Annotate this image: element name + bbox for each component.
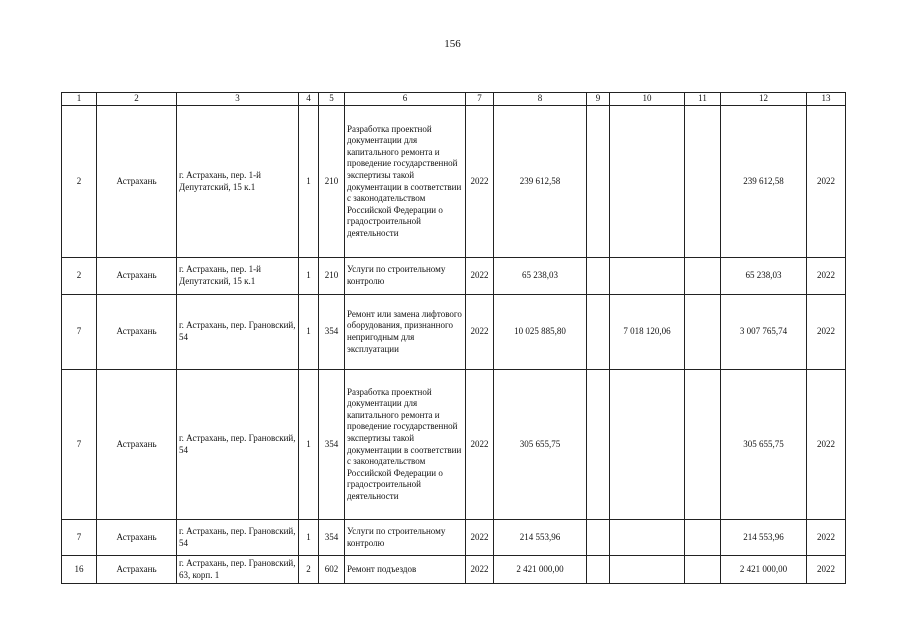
cell-col12: 2 421 000,00 (721, 556, 807, 584)
cell-municipality: Астрахань (97, 258, 177, 295)
cell-address: г. Астрахань, пер. Грановский, 54 (177, 520, 299, 556)
cell-work-type: Разработка проектной документации для капитального ремонта и проведение государственной экспертизы такой документации в соответствии с законодательством Российской Федерации о градостроительной деятельности (345, 106, 466, 258)
cell-year: 2022 (466, 556, 494, 584)
cell-col12: 305 655,75 (721, 370, 807, 520)
cell-col10 (610, 258, 685, 295)
cell-col13: 2022 (807, 556, 846, 584)
cell-col5: 354 (319, 295, 345, 370)
cell-col4: 1 (299, 370, 319, 520)
cell-municipality: Астрахань (97, 520, 177, 556)
cell-total-cost: 65 238,03 (494, 258, 587, 295)
cell-col10: 7 018 120,06 (610, 295, 685, 370)
cell-total-cost: 239 612,58 (494, 106, 587, 258)
cell-year: 2022 (466, 370, 494, 520)
cell-col10 (610, 556, 685, 584)
cell-number: 7 (62, 520, 97, 556)
table-row (62, 556, 846, 584)
col-header-4: 4 (299, 93, 319, 106)
cell-col13: 2022 (807, 520, 846, 556)
cell-address: г. Астрахань, пер. 1-й Депутатский, 15 к.1 (177, 106, 299, 258)
cell-work-type: Ремонт или замена лифтового оборудования, признанного непригодным для эксплуатации (345, 295, 466, 370)
cell-municipality: Астрахань (97, 295, 177, 370)
cell-col13: 2022 (807, 258, 846, 295)
cell-number: 7 (62, 295, 97, 370)
col-header-3: 3 (177, 93, 299, 106)
cell-col12: 65 238,03 (721, 258, 807, 295)
cell-total-cost: 214 553,96 (494, 520, 587, 556)
cell-year: 2022 (466, 106, 494, 258)
cell-col9 (587, 106, 610, 258)
page-number: 156 (444, 38, 461, 50)
col-header-9: 9 (587, 93, 610, 106)
col-header-2: 2 (97, 93, 177, 106)
cell-col11 (685, 370, 721, 520)
col-header-5: 5 (319, 93, 345, 106)
cell-col4: 1 (299, 295, 319, 370)
col-header-1: 1 (62, 93, 97, 106)
cell-col5: 354 (319, 520, 345, 556)
cell-address: г. Астрахань, пер. Грановский, 54 (177, 295, 299, 370)
col-header-6: 6 (345, 93, 466, 106)
cell-address: г. Астрахань, пер. Грановский, 63, корп. 1 (177, 556, 299, 584)
table-row (62, 106, 846, 258)
col-header-11: 11 (685, 93, 721, 106)
cell-col11 (685, 106, 721, 258)
cell-municipality: Астрахань (97, 556, 177, 584)
cell-col4: 2 (299, 556, 319, 584)
cell-year: 2022 (466, 258, 494, 295)
cell-total-cost: 10 025 885,80 (494, 295, 587, 370)
table-row (62, 258, 846, 295)
cell-number: 2 (62, 258, 97, 295)
cell-col9 (587, 520, 610, 556)
cell-col11 (685, 556, 721, 584)
cell-col10 (610, 370, 685, 520)
cell-col5: 210 (319, 106, 345, 258)
cell-col11 (685, 520, 721, 556)
cell-col11 (685, 258, 721, 295)
cell-col12: 239 612,58 (721, 106, 807, 258)
register-table (61, 92, 846, 584)
cell-col10 (610, 520, 685, 556)
cell-total-cost: 2 421 000,00 (494, 556, 587, 584)
cell-number: 16 (62, 556, 97, 584)
cell-number: 7 (62, 370, 97, 520)
cell-address: г. Астрахань, пер. 1-й Депутатский, 15 к.1 (177, 258, 299, 295)
col-header-13: 13 (807, 93, 846, 106)
cell-col4: 1 (299, 520, 319, 556)
cell-work-type: Разработка проектной документации для капитального ремонта и проведение государственной экспертизы такой документации в соответствии с законодательством Российской Федерации о градостроительной деятельности (345, 370, 466, 520)
cell-col13: 2022 (807, 370, 846, 520)
cell-col11 (685, 295, 721, 370)
cell-work-type: Услуги по строительному контролю (345, 520, 466, 556)
cell-col12: 214 553,96 (721, 520, 807, 556)
cell-work-type: Услуги по строительному контролю (345, 258, 466, 295)
table-row (62, 295, 846, 370)
cell-col5: 354 (319, 370, 345, 520)
cell-municipality: Астрахань (97, 106, 177, 258)
cell-col9 (587, 556, 610, 584)
cell-work-type: Ремонт подъездов (345, 556, 466, 584)
cell-col4: 1 (299, 106, 319, 258)
table-row (62, 520, 846, 556)
cell-col5: 210 (319, 258, 345, 295)
cell-col9 (587, 295, 610, 370)
col-header-7: 7 (466, 93, 494, 106)
col-header-10: 10 (610, 93, 685, 106)
cell-col13: 2022 (807, 295, 846, 370)
cell-total-cost: 305 655,75 (494, 370, 587, 520)
cell-col13: 2022 (807, 106, 846, 258)
cell-year: 2022 (466, 295, 494, 370)
cell-municipality: Астрахань (97, 370, 177, 520)
table-row (62, 370, 846, 520)
cell-col9 (587, 370, 610, 520)
cell-number: 2 (62, 106, 97, 258)
cell-col9 (587, 258, 610, 295)
cell-year: 2022 (466, 520, 494, 556)
cell-col12: 3 007 765,74 (721, 295, 807, 370)
cell-col5: 602 (319, 556, 345, 584)
header-row (62, 93, 846, 106)
cell-col4: 1 (299, 258, 319, 295)
col-header-12: 12 (721, 93, 807, 106)
cell-col10 (610, 106, 685, 258)
col-header-8: 8 (494, 93, 587, 106)
cell-address: г. Астрахань, пер. Грановский, 54 (177, 370, 299, 520)
